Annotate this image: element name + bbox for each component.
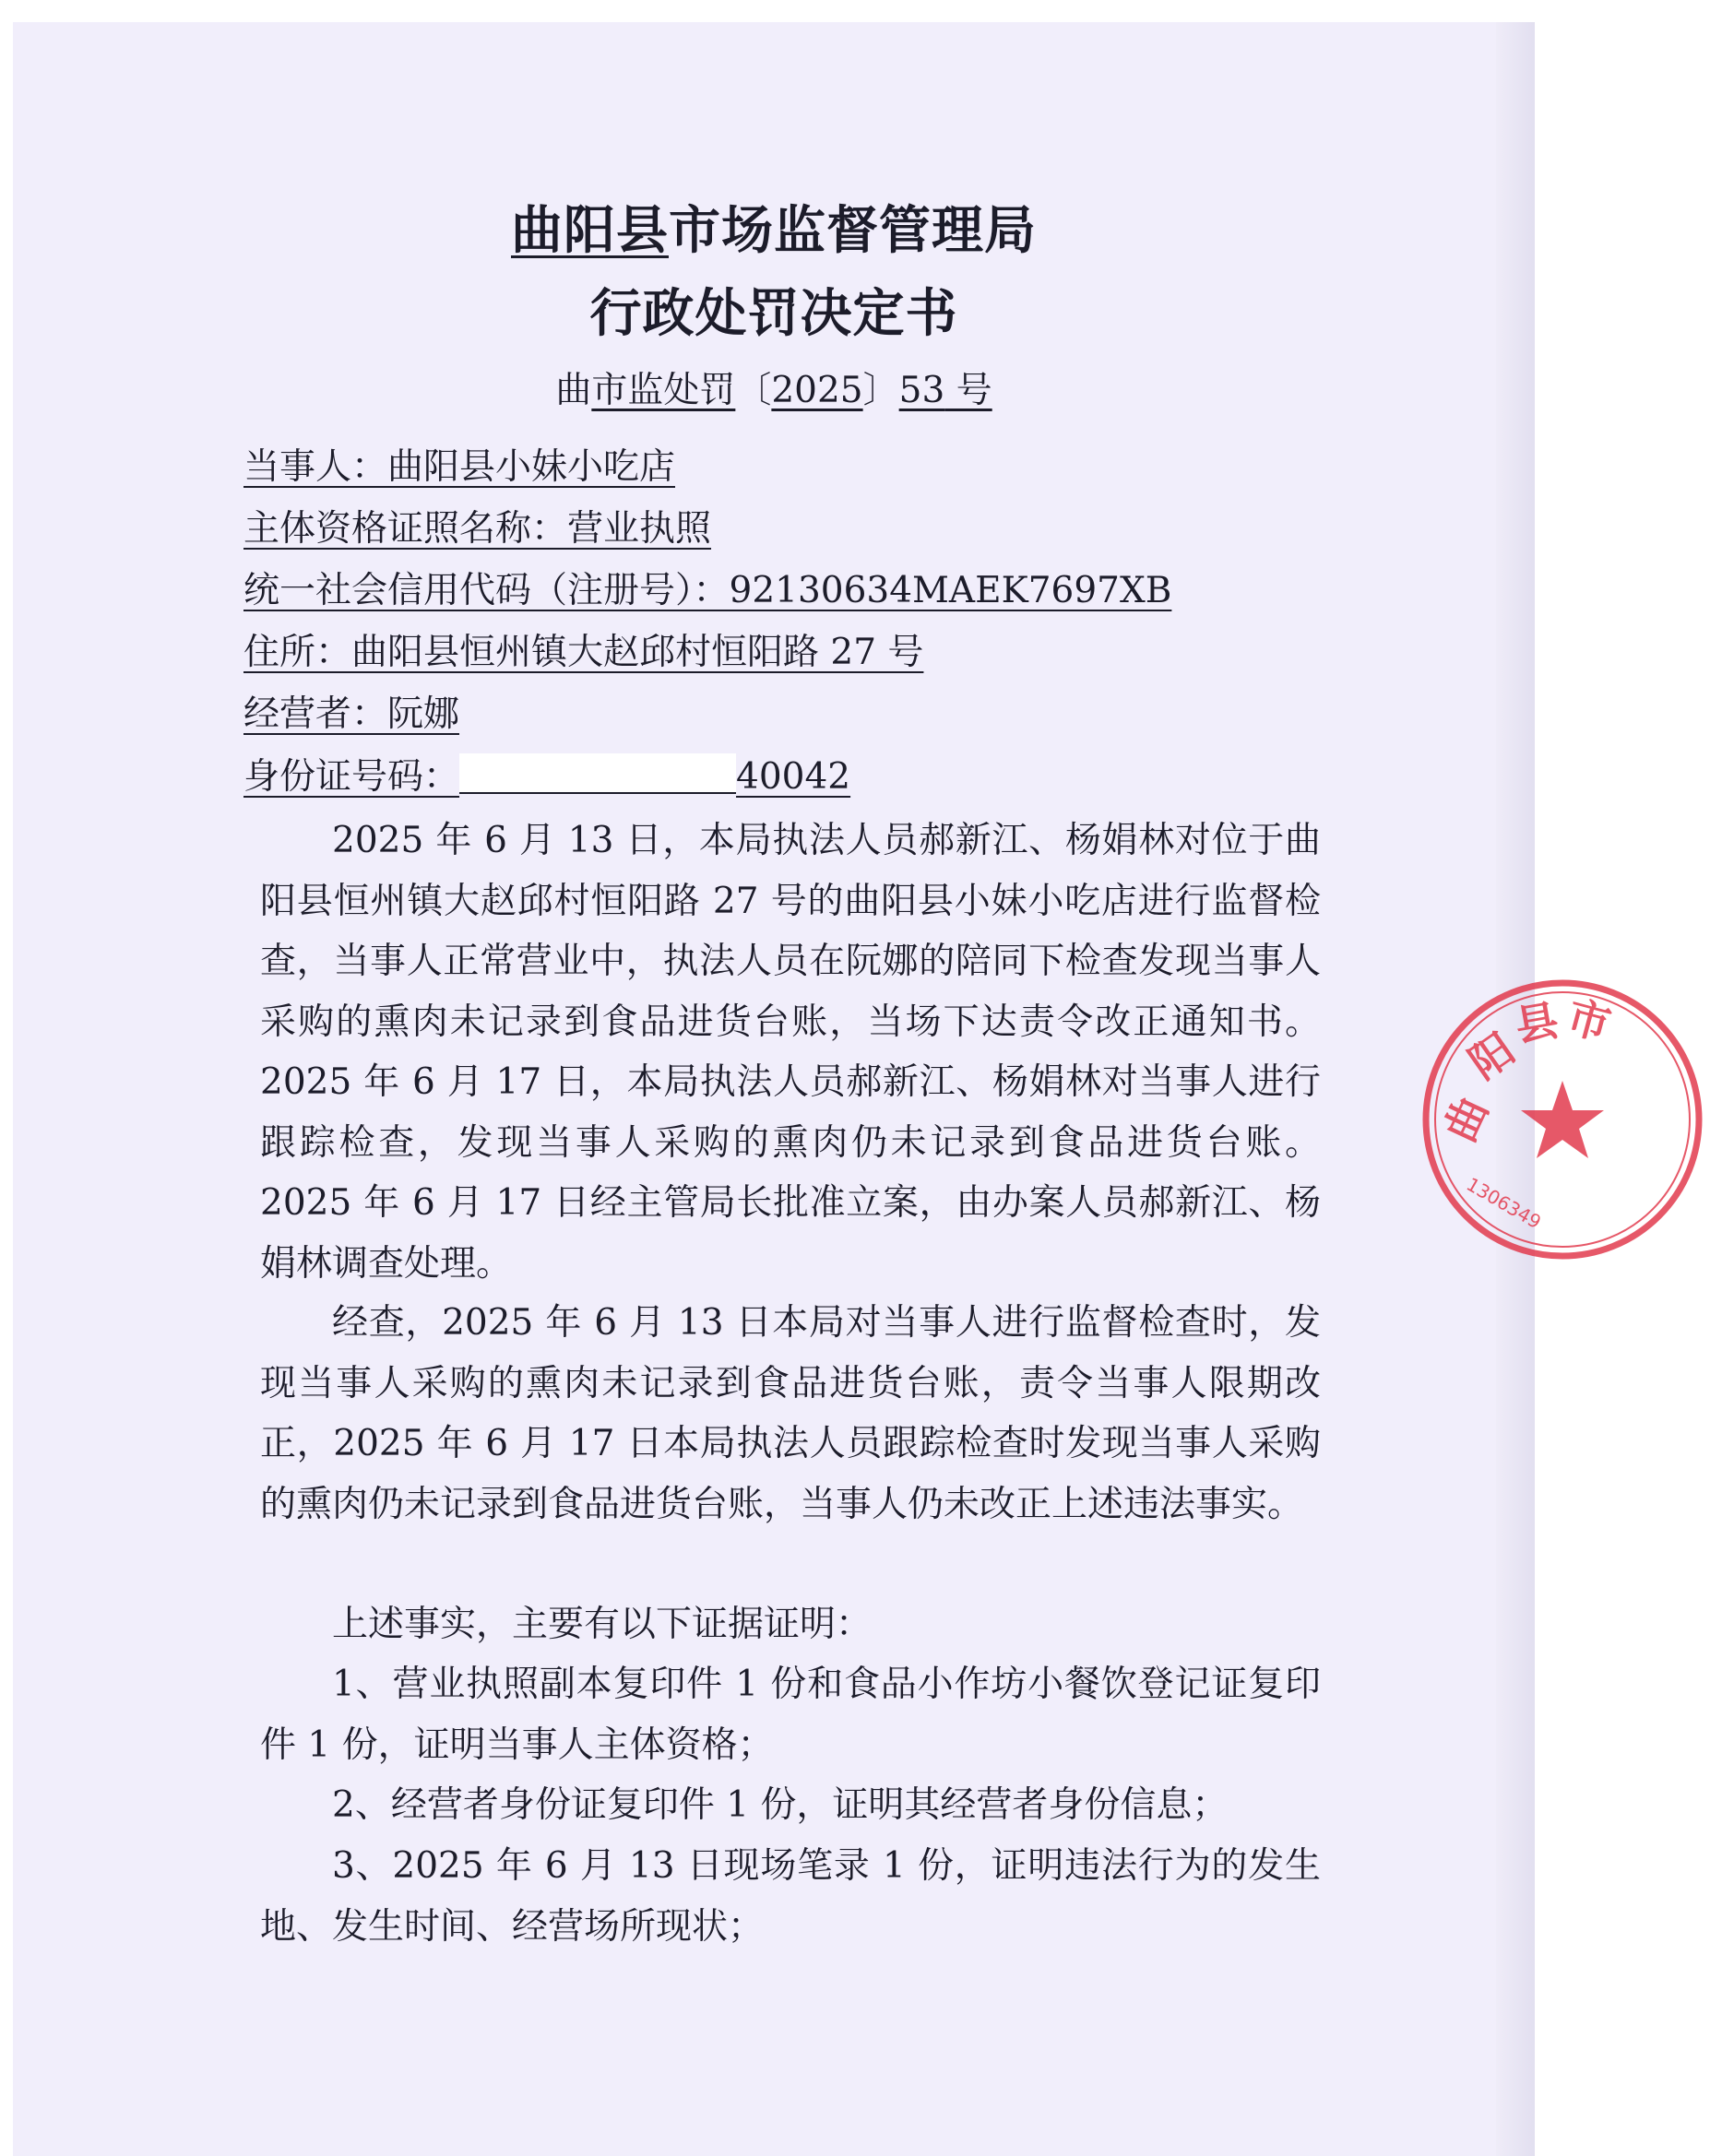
decision-document <box>13 22 1535 2156</box>
paragraph-findings: 经查，2025 年 6 月 13 日本局对当事人进行监督检查时，发现当事人采购的熏肉未记录到食品进货台账，责令当事人限期改正，2025 年 6 月 17 日本局执法人员跟踪检查时发现当事人采购的熏肉仍未记录到食品进货台账，当事人仍未改正上述违法事实。 <box>260 1302 1321 1525</box>
docno-agency: 市监处罚 <box>591 370 736 411</box>
title-county: 曲阳县 <box>511 200 669 261</box>
paragraph-evidence-intro: 上述事实，主要有以下证据证明： <box>332 1604 873 1645</box>
seal-char-2: 阳 <box>1460 1024 1524 1089</box>
docno-bracket-open: 〔 <box>735 370 772 411</box>
party-operator: 经营者：阮娜 <box>243 693 460 735</box>
seal-star-icon <box>1521 1081 1604 1158</box>
paragraph-inspection: 2025 年 6 月 13 日，本局执法人员郝新江、杨娟林对位于曲阳县恒州镇大赵邱村恒阳路 27 号的曲阳县小妹小吃店进行监督检查，当事人正常营业中，执法人员在阮娜的陪同下检查发现当事人采购的熏肉未记录到食品进货台账，当场下达责令改正通知书。2025 年 6 月 17 日，本局执法人员郝新江、杨娟林对当事人进行跟踪检查，发现当事人采购的熏肉仍未记录到食品进货台账。2025 年 6 月 17 日经主管局长批准立案，由办案人员郝新江、杨娟林调查处理。 <box>260 820 1321 1285</box>
license-name: 主体资格证照名称：营业执照 <box>243 508 712 550</box>
docno-year: 2025 <box>771 370 863 411</box>
document-subtitle: 行政处罚决定书 <box>589 283 958 344</box>
document-title <box>13 197 1535 264</box>
seal-char-4: 市 <box>1562 990 1616 1050</box>
document-page <box>13 22 1616 2156</box>
party-name: 当事人：曲阳县小妹小吃店 <box>243 446 676 488</box>
docno-suffix: 号 <box>944 370 992 411</box>
document-number <box>13 368 1535 414</box>
id-number-tail: 40042 <box>736 756 851 798</box>
seal-char-3: 县 <box>1511 994 1562 1052</box>
id-number-label: 身份证号码： <box>243 756 460 798</box>
official-seal-stamp <box>1415 972 1710 1267</box>
evidence-item-3: 3、2025 年 6 月 13 日现场笔录 1 份，证明违法行为的发生地、发生时间、经营场所现状； <box>260 1845 1321 1948</box>
seal-code: 1306349 <box>1462 1172 1545 1234</box>
evidence-item-2: 2、经营者身份证复印件 1 份，证明其经营者身份信息； <box>332 1784 1229 1826</box>
docno-prefix: 曲 <box>555 370 592 411</box>
evidence-item-1: 1、营业执照副本复印件 1 份和食品小作坊小餐饮登记证复印件 1 份，证明当事人主体资格； <box>260 1664 1321 1766</box>
id-number-row <box>243 753 850 800</box>
credit-code: 统一社会信用代码（注册号）：92130634MAEK7697XB <box>243 570 1172 611</box>
party-address: 住所：曲阳县恒州镇大赵邱村恒阳路 27 号 <box>243 632 924 673</box>
title-agency: 市场监督管理局 <box>669 200 1037 261</box>
redaction-box <box>459 753 736 794</box>
seal-char-1: 曲 <box>1434 1089 1499 1150</box>
docno-bracket-close: 〕 <box>862 370 899 411</box>
docno-number: 53 <box>898 370 945 411</box>
